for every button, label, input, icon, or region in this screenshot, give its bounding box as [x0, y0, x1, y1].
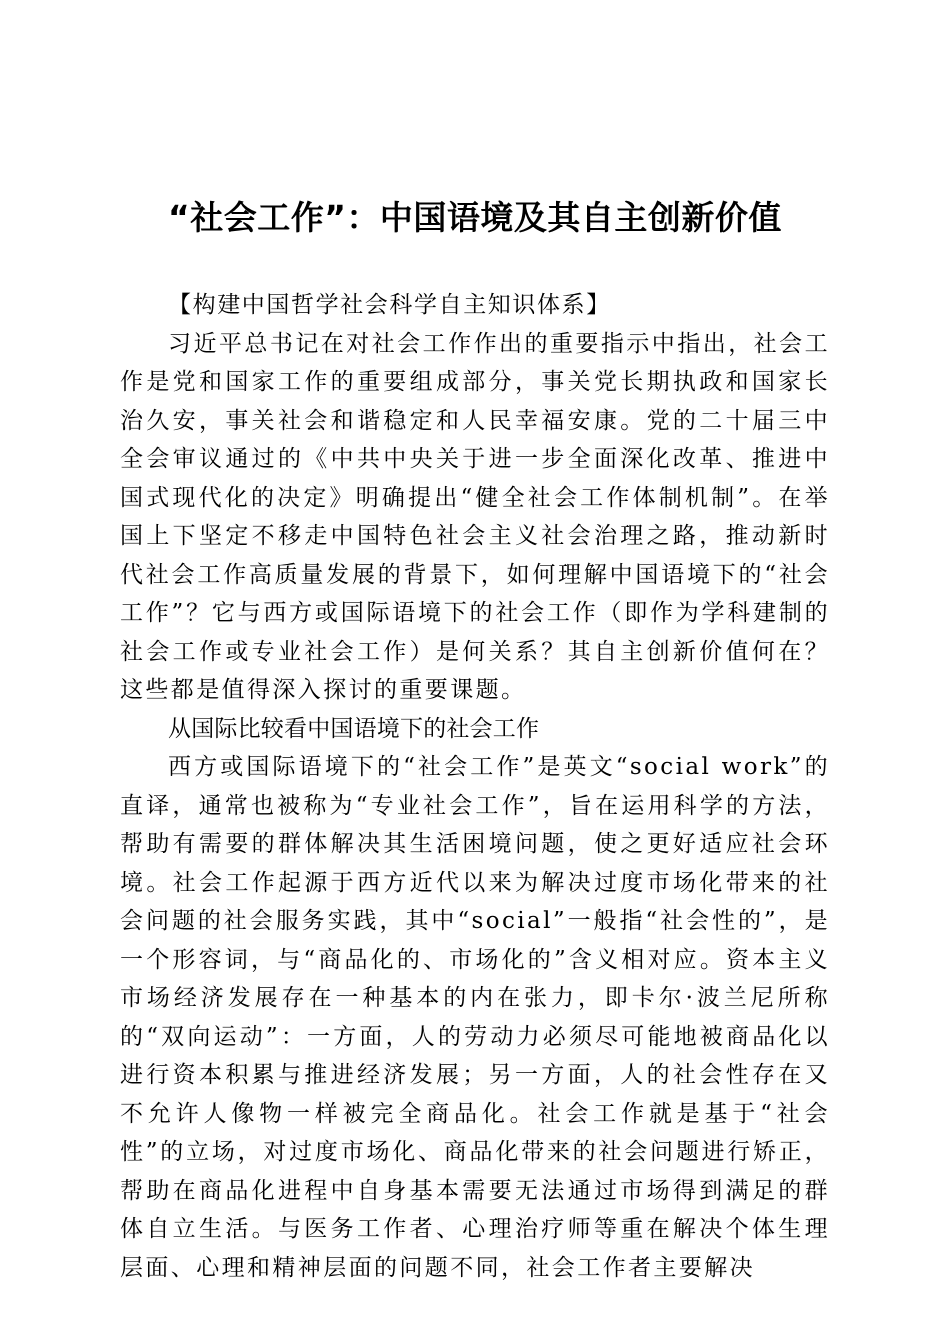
intro-paragraph: 习近平总书记在对社会工作作出的重要指示中指出，社会工作是党和国家工作的重要组成部分，事关党长期执政和国家长治久安，事关社会和谐稳定和人民幸福安康。党的二十届三中全会审议通过的《中共中央关于进一步全面深化改革、推进中国式现代化的决定》明确提出“健全社会工作体制机制”。在举国上下坚定不移走中国特色社会主义社会治理之路，推动新时代社会工作高质量发展的背景下，如何理解中国语境下的“社会工作”？它与西方或国际语境下的社会工作（即作为学科建制的社会工作或专业社会工作）是何关系？其自主创新价值何在？这些都是值得深入探讨的重要课题。: [120, 330, 830, 703]
document-title: “社会工作”：中国语境及其自主创新价值: [168, 198, 782, 237]
section-heading: 从国际比较看中国语境下的社会工作: [168, 715, 540, 742]
column-tag: 【构建中国哲学社会科学自主知识体系】: [168, 292, 611, 318]
article-body: [120, 286, 830, 1287]
section-paragraph: 西方或国际语境下的“社会工作”是英文“social work”的直译，通常也被称为“专业社会工作”，旨在运用科学的方法，帮助有需要的群体解决其生活困境问题，使之更好适应社会环境。社会工作起源于西方近代以来为解决过度市场化带来的社会问题的社会服务实践，其中“social”一般指“社会性的”，是一个形容词，与“商品化的、市场化的”含义相对应。资本主义市场经济发展存在一种基本的内在张力，即卡尔·波兰尼所称的“双向运动”：一方面，人的劳动力必须尽可能地被商品化以进行资本积累与推进经济发展；另一方面，人的社会性存在又不允许人像物一样被完全商品化。社会工作就是基于“社会性”的立场，对过度市场化、商品化带来的社会问题进行矫正，帮助在商品化进程中自身基本需要无法通过市场得到满足的群体自立生活。与医务工作者、心理治疗师等重在解决个体生理层面、心理和精神层面的问题不同，社会工作者主要解决: [120, 754, 830, 1281]
